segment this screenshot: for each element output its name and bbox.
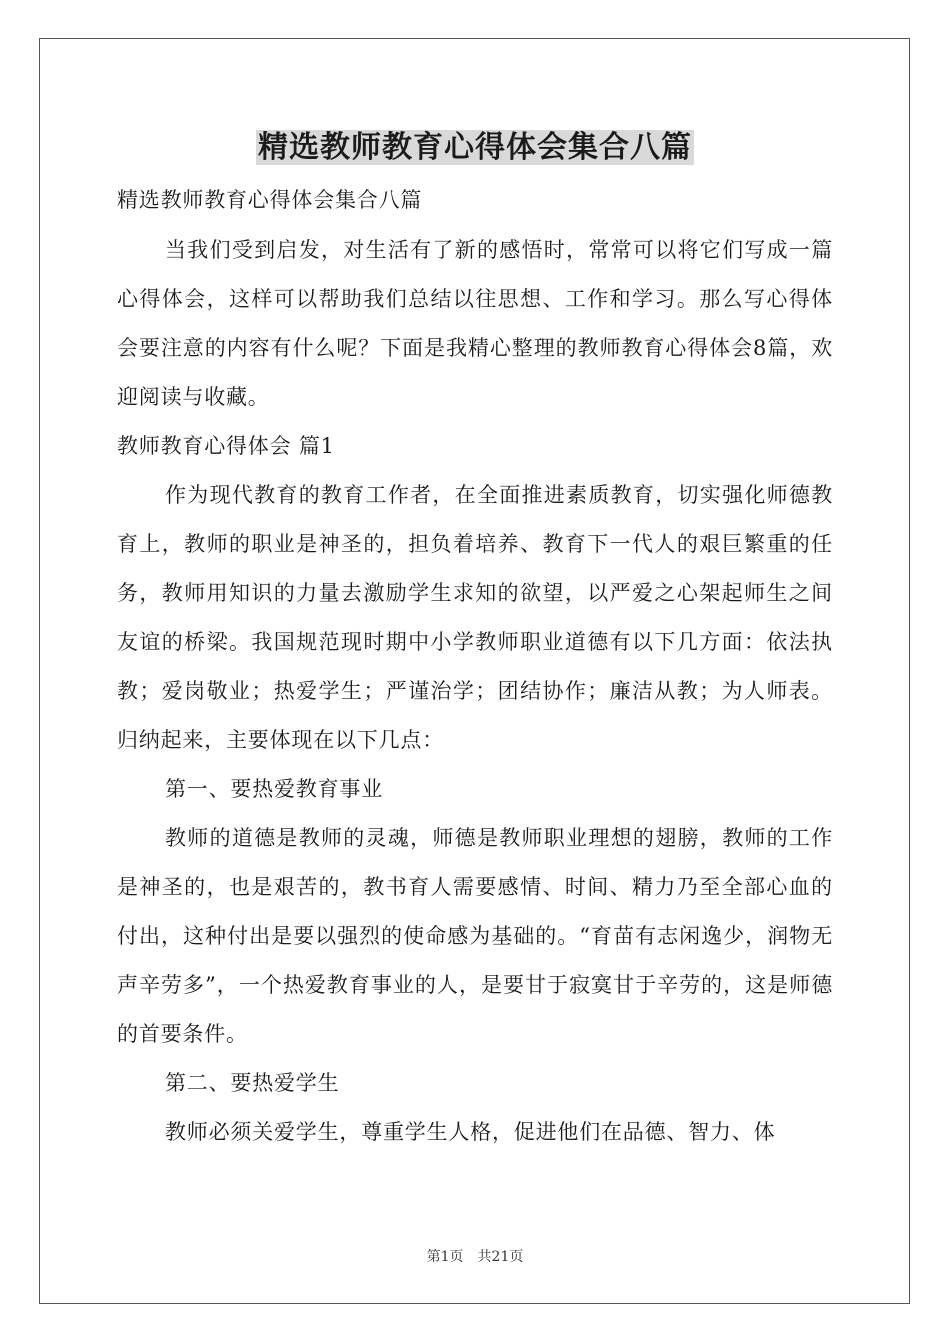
document-subtitle: 精选教师教育心得体会集合八篇	[117, 188, 423, 212]
paragraph-list	[117, 226, 833, 1157]
document-title-text: 精选教师教育心得体会集合八篇	[258, 130, 692, 165]
paragraph: 作为现代教育的教育工作者，在全面推进素质教育，切实强化师德教育上，教师的职业是神圣的，担负着培养、教育下一代人的艰巨繁重的任务，教师用知识的力量去激励学生求知的欲望，以严爱之心架起师生之间友谊的桥梁。我国规范现时期中小学教师职业道德有以下几方面：依法执教；爱岗敬业；热爱学生；严谨治学；团结协作；廉洁从教；为人师表。归纳起来，主要体现在以下几点：	[117, 483, 833, 752]
paragraph: 教师必须关爱学生，尊重学生人格，促进他们在品德、智力、体	[165, 1120, 776, 1144]
paragraph: 当我们受到启发，对生活有了新的感悟时，常常可以将它们写成一篇心得体会，这样可以帮助我们总结以往思想、工作和学习。那么写心得体会要注意的内容有什么呢？下面是我精心整理的教师教育心得体会8篇，欢迎阅读与收藏。	[117, 238, 833, 409]
paragraph: 教师教育心得体会 篇1	[117, 434, 335, 458]
paragraph: 教师的道德是教师的灵魂，师德是教师职业理想的翅膀，教师的工作是神圣的，也是艰苦的，教书育人需要感情、时间、精力乃至全部心血的付出，这种付出是要以强烈的使命感为基础的。“育苗有志闲逸少，润物无声辛劳多”，一个热爱教育事业的人，是要甘于寂寞甘于辛劳的，这是师德的首要条件。	[117, 826, 833, 1046]
document-body	[117, 126, 833, 1157]
paragraph: 第一、要热爱教育事业	[165, 777, 383, 801]
document-title	[117, 126, 833, 170]
page-total: 共21页	[477, 1249, 524, 1265]
page-number: 第1页	[426, 1249, 464, 1265]
page-footer	[0, 1246, 950, 1266]
paragraph: 第二、要热爱学生	[165, 1071, 340, 1095]
